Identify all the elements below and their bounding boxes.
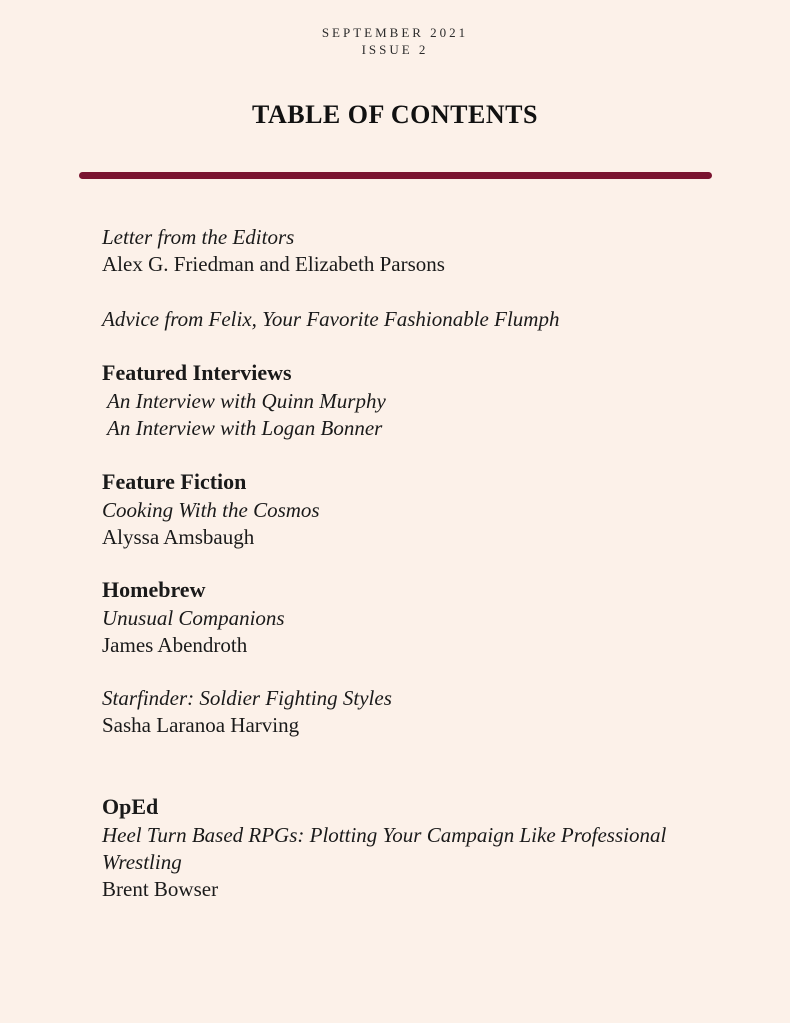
- entry-title: An Interview with Quinn Murphy: [107, 389, 386, 413]
- entry-author: Sasha Laranoa Harving: [102, 713, 300, 737]
- title-divider: [79, 172, 712, 179]
- entry-author: Brent Bowser: [102, 877, 219, 901]
- entry-title: Cooking With the Cosmos: [102, 498, 320, 522]
- entry-author: Alyssa Amsbaugh: [102, 525, 255, 549]
- entry-title: Letter from the Editors: [102, 225, 295, 249]
- page-title: TABLE OF CONTENTS: [252, 100, 538, 129]
- toc-section-fiction: [102, 467, 320, 551]
- section-heading: Feature Fiction: [102, 469, 247, 494]
- toc-section-interviews: [102, 358, 386, 442]
- section-heading: Featured Interviews: [102, 360, 292, 385]
- entry-author: Alex G. Friedman and Elizabeth Parsons: [102, 252, 445, 276]
- toc-entry-advice: [102, 306, 559, 333]
- toc-section-oped: [102, 792, 712, 903]
- issue-date: SEPTEMBER 2021: [321, 25, 469, 40]
- entry-title: An Interview with Logan Bonner: [107, 416, 383, 440]
- entry-title: Starfinder: Soldier Fighting Styles: [102, 686, 392, 710]
- masthead: [0, 24, 790, 58]
- entry-title: Advice from Felix, Your Favorite Fashionable Flumph: [102, 307, 560, 331]
- entry-author: James Abendroth: [102, 633, 248, 657]
- toc-entry-starfinder: [102, 685, 392, 739]
- issue-number: ISSUE 2: [361, 42, 429, 57]
- entry-title: Unusual Companions: [102, 606, 285, 630]
- entry-title: Heel Turn Based RPGs: Plotting Your Campaign Like Professional Wrestling: [102, 823, 667, 874]
- toc-section-homebrew: [102, 575, 285, 659]
- section-heading: Homebrew: [102, 577, 206, 602]
- section-heading: OpEd: [102, 794, 159, 819]
- toc-entry-letter: [102, 224, 445, 278]
